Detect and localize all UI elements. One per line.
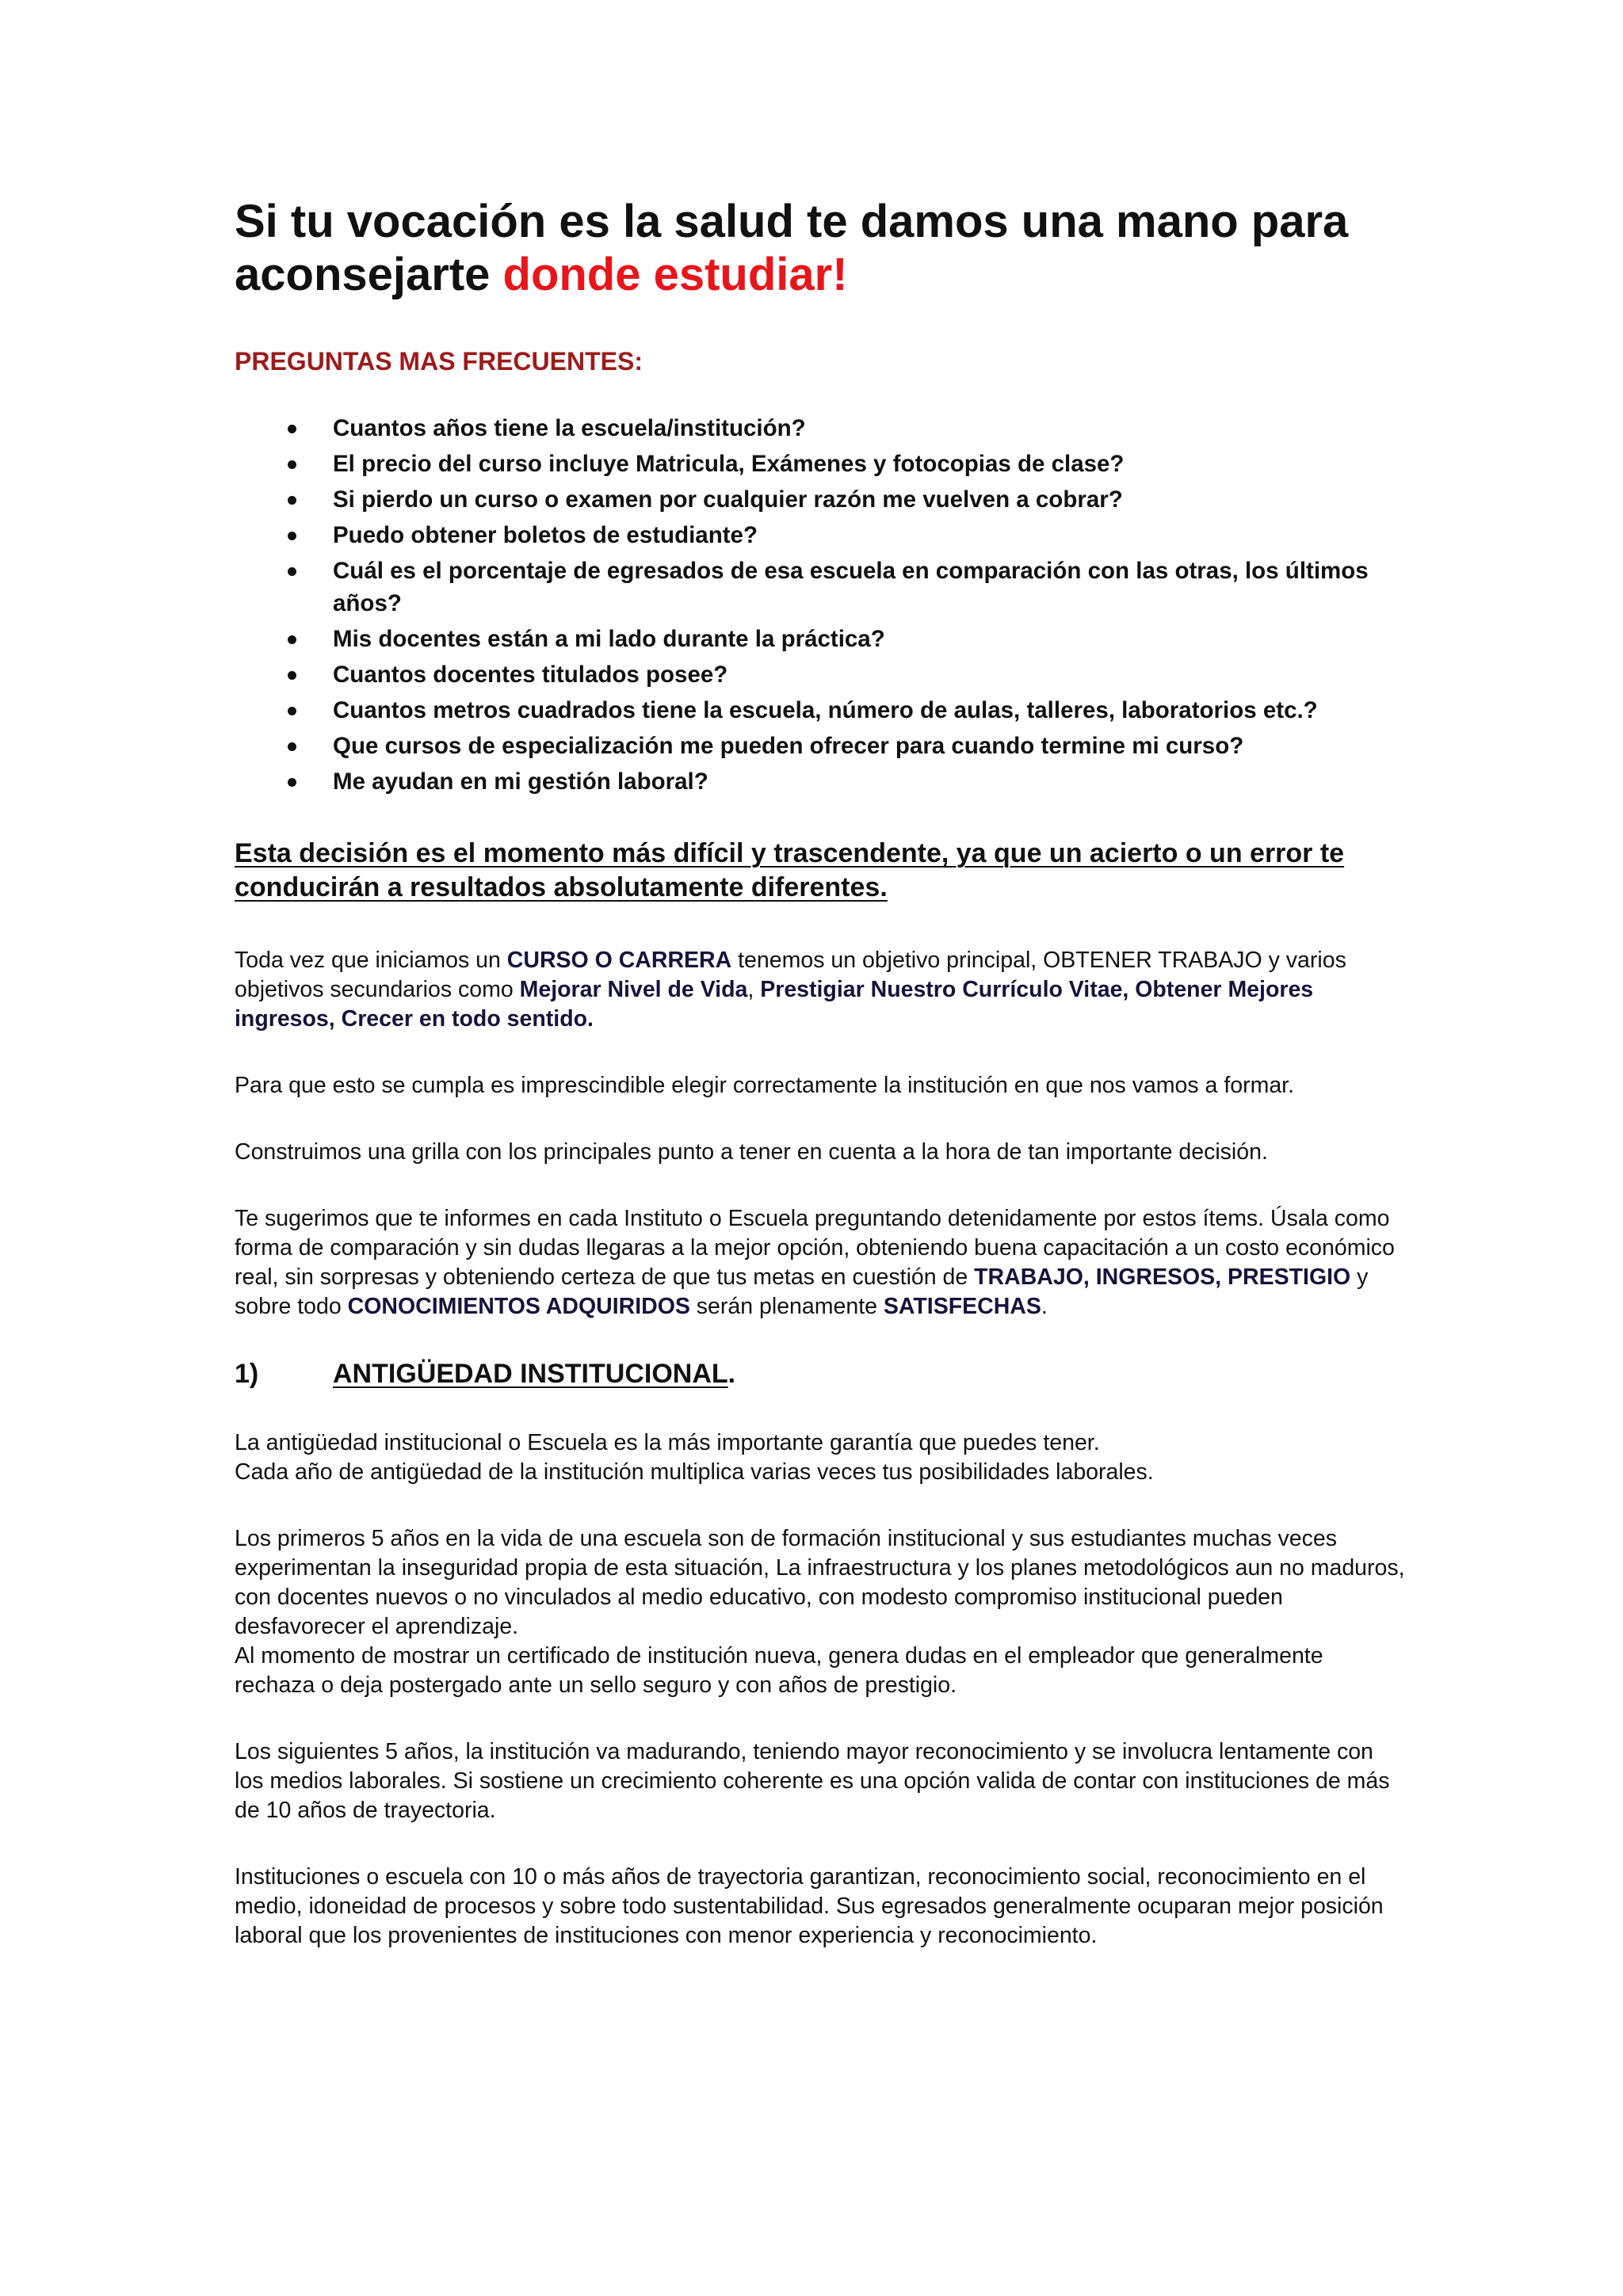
paragraph-antiquity bbox=[235, 1428, 1406, 1487]
objectives-text-3: , bbox=[747, 977, 761, 1002]
title-line-1: Si tu vocación es la salud te damos una mano para bbox=[235, 196, 1349, 247]
bullet-icon bbox=[288, 778, 296, 787]
paragraph-established: Instituciones o escuela con 10 o más años de trayectoria garantizan, reconocimiento social, reconocimiento en el medio, idoneidad de procesos y sobre todo sustentabilidad. Sus egresados generalmente ocuparan mejor posición laboral que los provenientes de instituciones con menor experiencia y reconocimiento. bbox=[235, 1864, 1384, 1948]
faq-item bbox=[235, 520, 1406, 552]
antiquity-line-1: La antigüedad institucional o Escuela es la más importante garantía que puedes tener. bbox=[235, 1430, 1100, 1455]
key-statement: Esta decisión es el momento más difícil y trascendente, ya que un acierto o un error te conducirán a resultados absolutamente diferentes. bbox=[235, 838, 1345, 902]
objectives-text-1: Toda vez que iniciamos un bbox=[235, 948, 507, 973]
paragraph-suggest bbox=[235, 1204, 1406, 1322]
title-line-2-start: aconsejarte bbox=[235, 249, 503, 300]
faq-item-text: Me ayudan en mi gestión laboral? bbox=[333, 768, 708, 795]
suggest-emphasis-1: TRABAJO, INGRESOS, PRESTIGIO bbox=[974, 1264, 1351, 1290]
antiquity-line-2: Cada año de antigüedad de la institución multiplica varias veces tus posibilidades laborales. bbox=[235, 1459, 1154, 1485]
section-title: ANTIGÜEDAD INSTITUCIONAL bbox=[333, 1359, 728, 1389]
paragraph-choose: Para que esto se cumpla es imprescindible elegir correctamente la institución en que nos vamos a formar. bbox=[235, 1073, 1295, 1098]
faq-item-text: El precio del curso incluye Matricula, Exámenes y fotocopias de clase? bbox=[333, 451, 1125, 477]
paragraph-first-years: Los primeros 5 años en la vida de una escuela son de formación institucional y sus estudiantes muchas veces experimentan la inseguridad propia de esta situación, La infraestructura y los planes metodológicos aun no maduros, con docentes nuevos o no vinculados al medio educativo, con modesto compromiso institucional pueden desfavorecer el aprendizaje. bbox=[235, 1526, 1405, 1639]
faq-item bbox=[235, 624, 1406, 656]
objectives-emphasis-2: Mejorar Nivel de Vida bbox=[519, 977, 748, 1002]
suggest-emphasis-2: CONOCIMIENTOS ADQUIRIDOS bbox=[347, 1294, 690, 1319]
faq-item-text: Cuantos años tiene la escuela/institución? bbox=[333, 415, 806, 441]
bullet-icon bbox=[288, 496, 296, 505]
faq-list bbox=[235, 413, 1406, 798]
faq-item-text: Si pierdo un curso o examen por cualquier razón me vuelven a cobrar? bbox=[333, 486, 1123, 513]
paragraph-certificate: Al momento de mostrar un certificado de institución nueva, genera dudas en el empleador que generalmente rechaza o deja postergado ante un sello seguro y con años de prestigio. bbox=[235, 1643, 1323, 1698]
faq-item bbox=[235, 448, 1406, 481]
faq-item-text: Mis docentes están a mi lado durante la práctica? bbox=[333, 625, 885, 652]
bullet-icon bbox=[288, 671, 296, 680]
suggest-text-2: y sobre todo bbox=[235, 1264, 1369, 1319]
objectives-emphasis-3: Prestigiar Nuestro Currículo Vitae, Obtener Mejores ingresos, Crecer en todo sentido. bbox=[235, 977, 1314, 1032]
faq-item-text: Que cursos de especialización me pueden ofrecer para cuando termine mi curso? bbox=[333, 732, 1244, 759]
faq-item-text: Cuál es el porcentaje de egresados de esa escuela en comparación con las otras, los últimos años? bbox=[333, 558, 1369, 616]
bullet-icon bbox=[288, 635, 296, 644]
faq-item-text: Puedo obtener boletos de estudiante? bbox=[333, 522, 758, 548]
paragraph-grid: Construimos una grilla con los principales punto a tener en cuenta a la hora de tan importante decisión. bbox=[235, 1139, 1268, 1165]
faq-item bbox=[235, 730, 1406, 763]
section-title-period: . bbox=[727, 1359, 736, 1389]
faq-item-text: Cuantos metros cuadrados tiene la escuela, número de aulas, talleres, laboratorios etc.? bbox=[333, 696, 1318, 723]
document-content bbox=[235, 195, 1406, 1951]
objectives-emphasis-1: CURSO O CARRERA bbox=[506, 948, 732, 973]
suggest-text-3: serán plenamente bbox=[689, 1294, 884, 1319]
faq-item bbox=[235, 484, 1406, 517]
faq-item bbox=[235, 659, 1406, 692]
bullet-icon bbox=[288, 460, 296, 469]
faq-item-text: Cuantos docentes titulados posee? bbox=[333, 661, 728, 688]
faq-item bbox=[235, 413, 1406, 445]
faq-item bbox=[235, 695, 1406, 727]
bullet-icon bbox=[288, 567, 296, 576]
suggest-emphasis-3: SATISFECHAS bbox=[883, 1294, 1041, 1319]
bullet-icon bbox=[288, 742, 296, 751]
bullet-icon bbox=[288, 707, 296, 715]
paragraph-objectives bbox=[235, 946, 1406, 1034]
faq-item bbox=[235, 555, 1406, 620]
suggest-text-4: . bbox=[1041, 1294, 1048, 1319]
bullet-icon bbox=[288, 425, 296, 433]
document-title bbox=[235, 195, 1406, 301]
faq-heading: PREGUNTAS MAS FRECUENTES: bbox=[235, 347, 643, 376]
section-number: 1) bbox=[235, 1359, 259, 1389]
bullet-icon bbox=[288, 532, 296, 540]
title-accent: donde estudiar! bbox=[502, 249, 848, 300]
section-heading bbox=[235, 1356, 1406, 1391]
objectives-text-2: tenemos un objetivo principal, OBTENER TRABAJO y varios objetivos secundarios como bbox=[235, 948, 1346, 1002]
paragraph-next-years: Los siguientes 5 años, la institución va madurando, teniendo mayor reconocimiento y se involucra lentamente con los medios laborales. Si sostiene un crecimiento coherente es una opción valida de contar con instituciones de más de 10 años de trayectoria. bbox=[235, 1739, 1390, 1823]
suggest-text-1: Te sugerimos que te informes en cada Instituto o Escuela preguntando detenidamente por estos ítems. Úsala como forma de comparación y sin dudas llegaras a la mejor opción, obteniendo buena capacitación a un costo económico real, sin sorpresas y obteniendo certeza de que tus metas en cuestión de bbox=[235, 1206, 1395, 1290]
faq-item bbox=[235, 766, 1406, 799]
